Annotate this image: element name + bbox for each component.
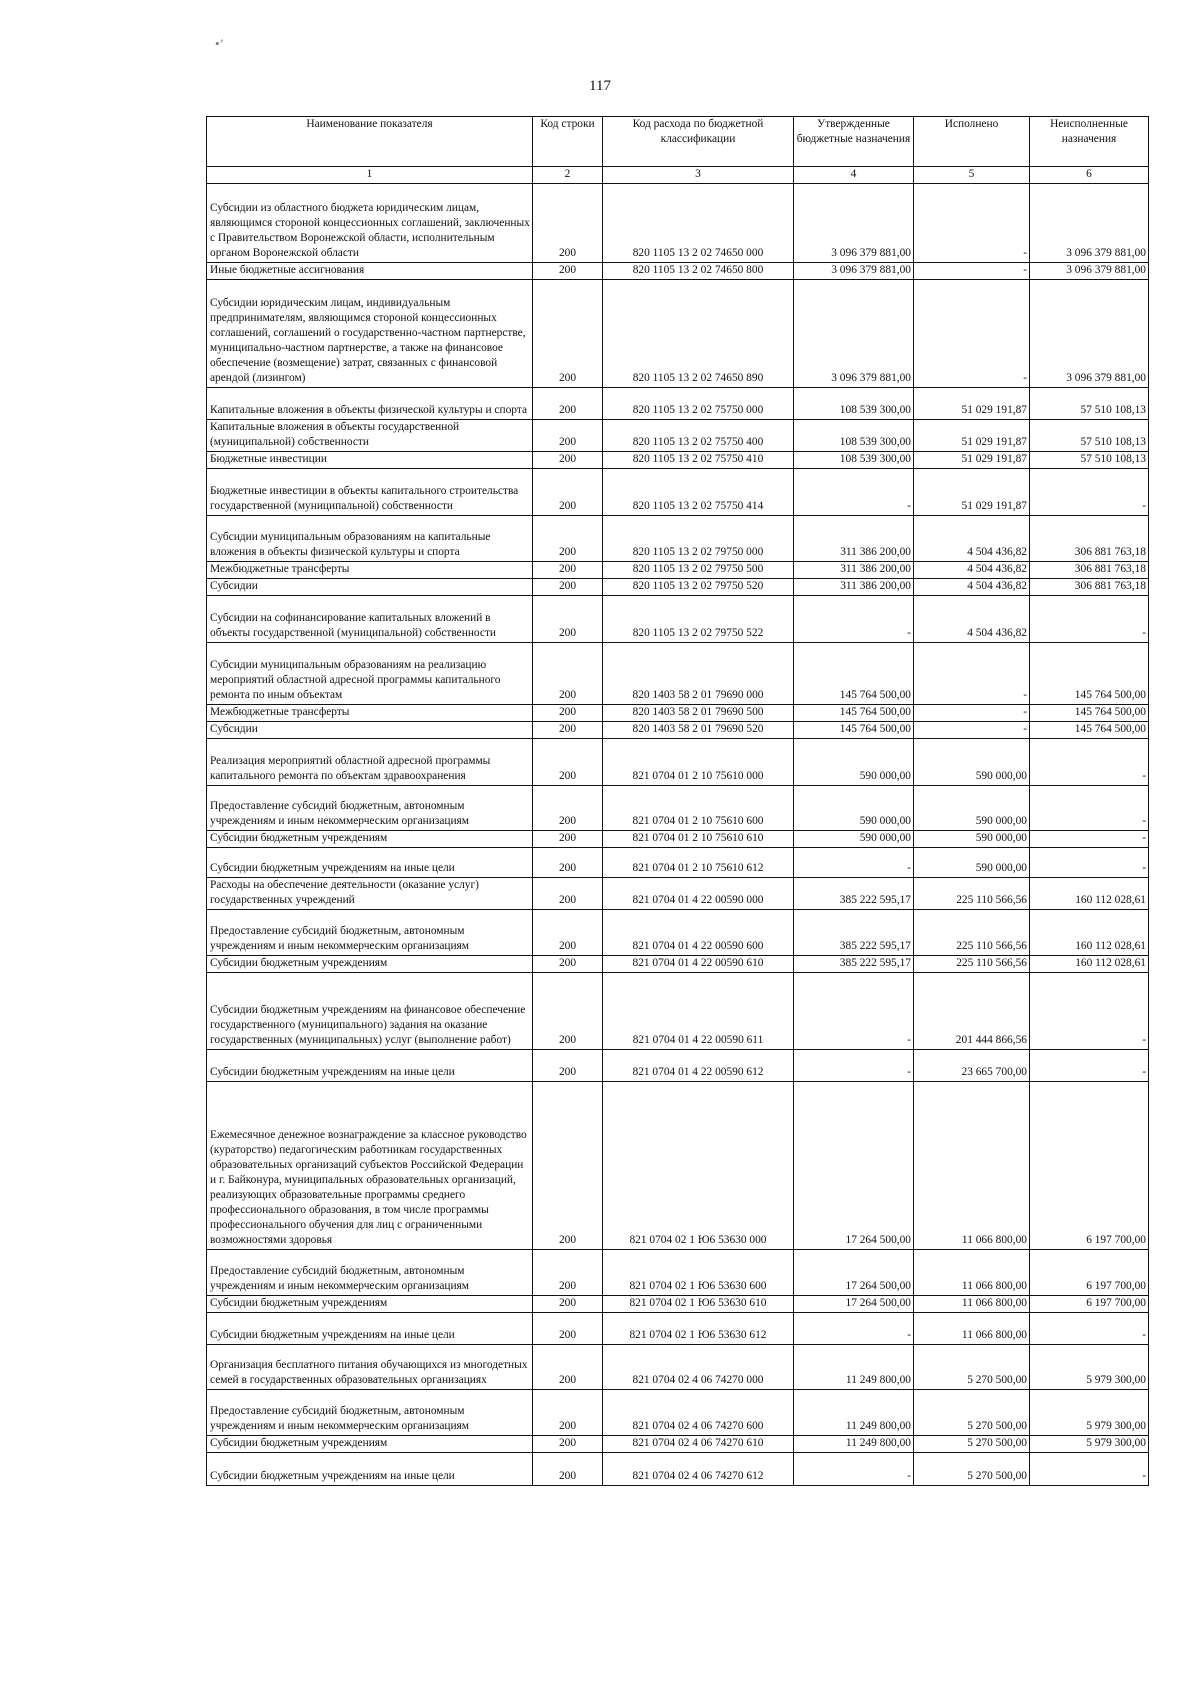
row-remaining: - xyxy=(1030,1050,1149,1082)
scan-mark: •’ xyxy=(215,36,224,51)
row-executed: 590 000,00 xyxy=(914,831,1030,848)
row-expense-code: 821 0704 02 1 Ю6 53630 610 xyxy=(603,1296,794,1313)
row-remaining: 306 881 763,18 xyxy=(1030,516,1149,562)
row-line-code: 200 xyxy=(533,1436,603,1453)
row-executed: 51 029 191,87 xyxy=(914,452,1030,469)
table-row xyxy=(207,722,1149,739)
row-executed: - xyxy=(914,263,1030,280)
row-executed: 51 029 191,87 xyxy=(914,388,1030,420)
row-approved: 145 764 500,00 xyxy=(794,705,914,722)
row-executed: 225 110 566,56 xyxy=(914,956,1030,973)
header-row xyxy=(207,117,1149,167)
row-executed: 51 029 191,87 xyxy=(914,469,1030,516)
row-name: Субсидии xyxy=(207,579,533,596)
table-row xyxy=(207,184,1149,263)
row-executed: 201 444 866,56 xyxy=(914,973,1030,1050)
row-executed: 11 066 800,00 xyxy=(914,1313,1030,1345)
row-expense-code: 821 0704 01 2 10 75610 000 xyxy=(603,739,794,786)
row-line-code: 200 xyxy=(533,184,603,263)
row-name: Субсидии муниципальным образованиям на капитальные вложения в объекты физической культуры и спорта xyxy=(207,516,533,562)
row-executed: 23 665 700,00 xyxy=(914,1050,1030,1082)
row-remaining: - xyxy=(1030,1453,1149,1486)
row-executed: 590 000,00 xyxy=(914,739,1030,786)
header-remaining: Неисполненные назначения xyxy=(1030,117,1149,167)
page-number: 117 xyxy=(589,78,611,94)
table-row xyxy=(207,878,1149,910)
row-approved: 385 222 595,17 xyxy=(794,878,914,910)
row-name: Субсидии бюджетным учреждениям на иные цели xyxy=(207,848,533,878)
row-expense-code: 821 0704 01 4 22 00590 611 xyxy=(603,973,794,1050)
row-executed: 4 504 436,82 xyxy=(914,516,1030,562)
row-name: Иные бюджетные ассигнования xyxy=(207,263,533,280)
table-row xyxy=(207,420,1149,452)
row-approved: - xyxy=(794,1313,914,1345)
row-executed: 11 066 800,00 xyxy=(914,1296,1030,1313)
row-remaining: 160 112 028,61 xyxy=(1030,956,1149,973)
row-line-code: 200 xyxy=(533,1082,603,1250)
row-line-code: 200 xyxy=(533,562,603,579)
row-line-code: 200 xyxy=(533,1313,603,1345)
row-remaining: 145 764 500,00 xyxy=(1030,722,1149,739)
header-expense-code: Код расхода по бюджетной классификации xyxy=(603,117,794,167)
row-approved: 3 096 379 881,00 xyxy=(794,184,914,263)
row-approved: - xyxy=(794,1050,914,1082)
table-row xyxy=(207,263,1149,280)
row-line-code: 200 xyxy=(533,643,603,705)
row-approved: 311 386 200,00 xyxy=(794,562,914,579)
row-name: Субсидии бюджетным учреждениям на финансовое обеспечение государственного (муниципального) задания на оказание государственных (муниципальных) услуг (выполнение работ) xyxy=(207,973,533,1050)
row-executed: 225 110 566,56 xyxy=(914,878,1030,910)
column-number: 3 xyxy=(603,167,794,184)
table-row xyxy=(207,469,1149,516)
table-row xyxy=(207,831,1149,848)
row-approved: 590 000,00 xyxy=(794,831,914,848)
row-line-code: 200 xyxy=(533,596,603,643)
table-row xyxy=(207,1453,1149,1486)
row-executed: 590 000,00 xyxy=(914,786,1030,831)
table-row xyxy=(207,739,1149,786)
row-expense-code: 821 0704 01 4 22 00590 000 xyxy=(603,878,794,910)
row-line-code: 200 xyxy=(533,705,603,722)
row-expense-code: 821 0704 01 2 10 75610 610 xyxy=(603,831,794,848)
row-approved: 11 249 800,00 xyxy=(794,1345,914,1390)
row-executed: 11 066 800,00 xyxy=(914,1250,1030,1296)
row-remaining: 6 197 700,00 xyxy=(1030,1250,1149,1296)
row-expense-code: 821 0704 01 2 10 75610 612 xyxy=(603,848,794,878)
row-approved: 145 764 500,00 xyxy=(794,722,914,739)
row-line-code: 200 xyxy=(533,280,603,388)
row-remaining: - xyxy=(1030,973,1149,1050)
table-row xyxy=(207,452,1149,469)
row-name: Бюджетные инвестиции xyxy=(207,452,533,469)
row-line-code: 200 xyxy=(533,1390,603,1436)
row-executed: 5 270 500,00 xyxy=(914,1453,1030,1486)
budget-execution-table xyxy=(206,116,1149,1486)
header-executed: Исполнено xyxy=(914,117,1030,167)
row-remaining: 5 979 300,00 xyxy=(1030,1390,1149,1436)
row-line-code: 200 xyxy=(533,1453,603,1486)
header-approved: Утвержденные бюджетные назначения xyxy=(794,117,914,167)
row-name: Предоставление субсидий бюджетным, автономным учреждениям и иным некоммерческим организациям xyxy=(207,1250,533,1296)
row-expense-code: 820 1403 58 2 01 79690 500 xyxy=(603,705,794,722)
row-line-code: 200 xyxy=(533,973,603,1050)
table-row xyxy=(207,705,1149,722)
row-approved: - xyxy=(794,973,914,1050)
row-expense-code: 820 1105 13 2 02 79750 000 xyxy=(603,516,794,562)
row-expense-code: 820 1105 13 2 02 75750 410 xyxy=(603,452,794,469)
row-name: Капитальные вложения в объекты физической культуры и спорта xyxy=(207,388,533,420)
row-remaining: 57 510 108,13 xyxy=(1030,452,1149,469)
row-executed: 225 110 566,56 xyxy=(914,910,1030,956)
row-name: Ежемесячное денежное вознаграждение за классное руководство (кураторство) педагогическим работникам государственных образовательных организаций субъектов Российской Федерации и г. Байконура, муниципальных образовательных организаций, реализующих образовательные программы среднего профессионального образования, в том числе программы профессионального обучения для лиц с ограниченными возможностями здоровья xyxy=(207,1082,533,1250)
row-name: Капитальные вложения в объекты государственной (муниципальной) собственности xyxy=(207,420,533,452)
row-remaining: 57 510 108,13 xyxy=(1030,388,1149,420)
row-name: Субсидии бюджетным учреждениям xyxy=(207,1436,533,1453)
row-line-code: 200 xyxy=(533,469,603,516)
column-number: 1 xyxy=(207,167,533,184)
table-row xyxy=(207,1436,1149,1453)
row-expense-code: 820 1105 13 2 02 74650 800 xyxy=(603,263,794,280)
row-line-code: 200 xyxy=(533,1345,603,1390)
row-approved: 311 386 200,00 xyxy=(794,579,914,596)
row-line-code: 200 xyxy=(533,516,603,562)
row-line-code: 200 xyxy=(533,579,603,596)
row-remaining: - xyxy=(1030,831,1149,848)
row-executed: 4 504 436,82 xyxy=(914,579,1030,596)
row-name: Субсидии бюджетным учреждениям xyxy=(207,956,533,973)
row-name: Субсидии на софинансирование капитальных вложений в объекты государственной (муниципальной) собственности xyxy=(207,596,533,643)
row-remaining: 160 112 028,61 xyxy=(1030,878,1149,910)
header-indicator-name: Наименование показателя xyxy=(207,117,533,167)
row-approved: 108 539 300,00 xyxy=(794,420,914,452)
row-approved: 108 539 300,00 xyxy=(794,388,914,420)
row-line-code: 200 xyxy=(533,910,603,956)
table-row xyxy=(207,388,1149,420)
row-remaining: 5 979 300,00 xyxy=(1030,1436,1149,1453)
row-executed: - xyxy=(914,184,1030,263)
row-approved: 311 386 200,00 xyxy=(794,516,914,562)
row-expense-code: 821 0704 01 2 10 75610 600 xyxy=(603,786,794,831)
row-approved: - xyxy=(794,848,914,878)
row-line-code: 200 xyxy=(533,1050,603,1082)
row-expense-code: 820 1105 13 2 02 74650 890 xyxy=(603,280,794,388)
row-name: Субсидии бюджетным учреждениям на иные цели xyxy=(207,1050,533,1082)
row-line-code: 200 xyxy=(533,452,603,469)
column-number-row xyxy=(207,167,1149,184)
row-approved: 385 222 595,17 xyxy=(794,956,914,973)
row-remaining: 6 197 700,00 xyxy=(1030,1082,1149,1250)
row-name: Бюджетные инвестиции в объекты капитального строительства государственной (муниципальной) собственности xyxy=(207,469,533,516)
table-row xyxy=(207,973,1149,1050)
row-name: Субсидии бюджетным учреждениям на иные цели xyxy=(207,1453,533,1486)
row-executed: 590 000,00 xyxy=(914,848,1030,878)
row-expense-code: 820 1105 13 2 02 75750 414 xyxy=(603,469,794,516)
row-remaining: 6 197 700,00 xyxy=(1030,1296,1149,1313)
row-line-code: 200 xyxy=(533,739,603,786)
row-approved: 17 264 500,00 xyxy=(794,1296,914,1313)
row-name: Субсидии xyxy=(207,722,533,739)
column-number: 5 xyxy=(914,167,1030,184)
row-line-code: 200 xyxy=(533,848,603,878)
row-remaining: - xyxy=(1030,596,1149,643)
row-remaining: 306 881 763,18 xyxy=(1030,579,1149,596)
row-line-code: 200 xyxy=(533,786,603,831)
row-expense-code: 821 0704 01 4 22 00590 612 xyxy=(603,1050,794,1082)
row-expense-code: 821 0704 01 4 22 00590 610 xyxy=(603,956,794,973)
column-number: 4 xyxy=(794,167,914,184)
row-executed: - xyxy=(914,643,1030,705)
row-expense-code: 820 1105 13 2 02 79750 520 xyxy=(603,579,794,596)
row-expense-code: 821 0704 02 4 06 74270 000 xyxy=(603,1345,794,1390)
row-remaining: - xyxy=(1030,1313,1149,1345)
row-name: Субсидии из областного бюджета юридическим лицам, являющимся стороной концессионных соглашений, заключенных с Правительством Воронежской области, исполнительным органом Воронежской области xyxy=(207,184,533,263)
table-row xyxy=(207,848,1149,878)
row-executed: 5 270 500,00 xyxy=(914,1390,1030,1436)
row-remaining: 145 764 500,00 xyxy=(1030,643,1149,705)
row-executed: 4 504 436,82 xyxy=(914,596,1030,643)
row-name: Предоставление субсидий бюджетным, автономным учреждениям и иным некоммерческим организациям xyxy=(207,1390,533,1436)
table-row xyxy=(207,1250,1149,1296)
row-expense-code: 820 1105 13 2 02 74650 000 xyxy=(603,184,794,263)
header-line-code: Код строки xyxy=(533,117,603,167)
row-name: Межбюджетные трансферты xyxy=(207,705,533,722)
row-name: Субсидии бюджетным учреждениям xyxy=(207,1296,533,1313)
row-name: Субсидии юридическим лицам, индивидуальным предпринимателям, являющимся стороной концессионных соглашений, соглашений о государственно-частном партнерстве, муниципально-частном партнерстве, а также на финансовое обеспечение (возмещение) затрат, связанных с финансовой арендой (лизингом) xyxy=(207,280,533,388)
row-executed: 5 270 500,00 xyxy=(914,1345,1030,1390)
table-row xyxy=(207,516,1149,562)
row-remaining: 160 112 028,61 xyxy=(1030,910,1149,956)
row-executed: - xyxy=(914,722,1030,739)
table-row xyxy=(207,910,1149,956)
row-approved: 11 249 800,00 xyxy=(794,1436,914,1453)
row-line-code: 200 xyxy=(533,722,603,739)
row-name: Субсидии бюджетным учреждениям на иные цели xyxy=(207,1313,533,1345)
row-expense-code: 821 0704 02 1 Ю6 53630 612 xyxy=(603,1313,794,1345)
row-executed: - xyxy=(914,280,1030,388)
table-row xyxy=(207,786,1149,831)
row-executed: - xyxy=(914,705,1030,722)
row-line-code: 200 xyxy=(533,878,603,910)
row-line-code: 200 xyxy=(533,831,603,848)
table-row xyxy=(207,562,1149,579)
row-expense-code: 821 0704 02 4 06 74270 610 xyxy=(603,1436,794,1453)
row-remaining: 145 764 500,00 xyxy=(1030,705,1149,722)
row-executed: 4 504 436,82 xyxy=(914,562,1030,579)
table-row xyxy=(207,1050,1149,1082)
table-row xyxy=(207,956,1149,973)
row-line-code: 200 xyxy=(533,956,603,973)
row-executed: 5 270 500,00 xyxy=(914,1436,1030,1453)
table-row xyxy=(207,643,1149,705)
row-approved: 11 249 800,00 xyxy=(794,1390,914,1436)
row-name: Субсидии муниципальным образованиям на реализацию мероприятий областной адресной программы капитального ремонта по иным объектам xyxy=(207,643,533,705)
row-expense-code: 820 1403 58 2 01 79690 520 xyxy=(603,722,794,739)
row-remaining: 3 096 379 881,00 xyxy=(1030,184,1149,263)
row-approved: 17 264 500,00 xyxy=(794,1250,914,1296)
table-row xyxy=(207,1082,1149,1250)
table-row xyxy=(207,579,1149,596)
row-approved: 145 764 500,00 xyxy=(794,643,914,705)
row-name: Предоставление субсидий бюджетным, автономным учреждениям и иным некоммерческим организациям xyxy=(207,786,533,831)
row-name: Субсидии бюджетным учреждениям xyxy=(207,831,533,848)
row-line-code: 200 xyxy=(533,263,603,280)
row-approved: 3 096 379 881,00 xyxy=(794,280,914,388)
row-line-code: 200 xyxy=(533,1296,603,1313)
row-remaining: 306 881 763,18 xyxy=(1030,562,1149,579)
row-expense-code: 821 0704 02 4 06 74270 612 xyxy=(603,1453,794,1486)
column-number: 2 xyxy=(533,167,603,184)
row-expense-code: 821 0704 02 1 Ю6 53630 600 xyxy=(603,1250,794,1296)
row-approved: - xyxy=(794,596,914,643)
row-name: Межбюджетные трансферты xyxy=(207,562,533,579)
row-expense-code: 821 0704 02 4 06 74270 600 xyxy=(603,1390,794,1436)
row-expense-code: 820 1403 58 2 01 79690 000 xyxy=(603,643,794,705)
column-number: 6 xyxy=(1030,167,1149,184)
table-row xyxy=(207,1313,1149,1345)
row-remaining: 5 979 300,00 xyxy=(1030,1345,1149,1390)
table-row xyxy=(207,1345,1149,1390)
row-line-code: 200 xyxy=(533,420,603,452)
row-name: Организация бесплатного питания обучающихся из многодетных семей в государственных образовательных организациях xyxy=(207,1345,533,1390)
row-expense-code: 821 0704 01 4 22 00590 600 xyxy=(603,910,794,956)
row-approved: 3 096 379 881,00 xyxy=(794,263,914,280)
row-expense-code: 820 1105 13 2 02 75750 000 xyxy=(603,388,794,420)
row-approved: 590 000,00 xyxy=(794,786,914,831)
row-expense-code: 821 0704 02 1 Ю6 53630 000 xyxy=(603,1082,794,1250)
row-name: Предоставление субсидий бюджетным, автономным учреждениям и иным некоммерческим организациям xyxy=(207,910,533,956)
row-name: Реализация мероприятий областной адресной программы капитального ремонта по объектам здравоохранения xyxy=(207,739,533,786)
row-approved: 590 000,00 xyxy=(794,739,914,786)
row-remaining: - xyxy=(1030,848,1149,878)
row-remaining: 3 096 379 881,00 xyxy=(1030,263,1149,280)
row-approved: - xyxy=(794,1453,914,1486)
row-approved: 108 539 300,00 xyxy=(794,452,914,469)
table-row xyxy=(207,596,1149,643)
row-remaining: 57 510 108,13 xyxy=(1030,420,1149,452)
row-remaining: - xyxy=(1030,739,1149,786)
row-approved: 17 264 500,00 xyxy=(794,1082,914,1250)
row-remaining: - xyxy=(1030,469,1149,516)
row-executed: 51 029 191,87 xyxy=(914,420,1030,452)
row-expense-code: 820 1105 13 2 02 79750 500 xyxy=(603,562,794,579)
row-name: Расходы на обеспечение деятельности (оказание услуг) государственных учреждений xyxy=(207,878,533,910)
table-row xyxy=(207,1296,1149,1313)
table-row xyxy=(207,280,1149,388)
row-line-code: 200 xyxy=(533,388,603,420)
row-approved: 385 222 595,17 xyxy=(794,910,914,956)
row-approved: - xyxy=(794,469,914,516)
table-row xyxy=(207,1390,1149,1436)
row-remaining: 3 096 379 881,00 xyxy=(1030,280,1149,388)
row-expense-code: 820 1105 13 2 02 75750 400 xyxy=(603,420,794,452)
row-expense-code: 820 1105 13 2 02 79750 522 xyxy=(603,596,794,643)
row-executed: 11 066 800,00 xyxy=(914,1082,1030,1250)
row-line-code: 200 xyxy=(533,1250,603,1296)
row-remaining: - xyxy=(1030,786,1149,831)
